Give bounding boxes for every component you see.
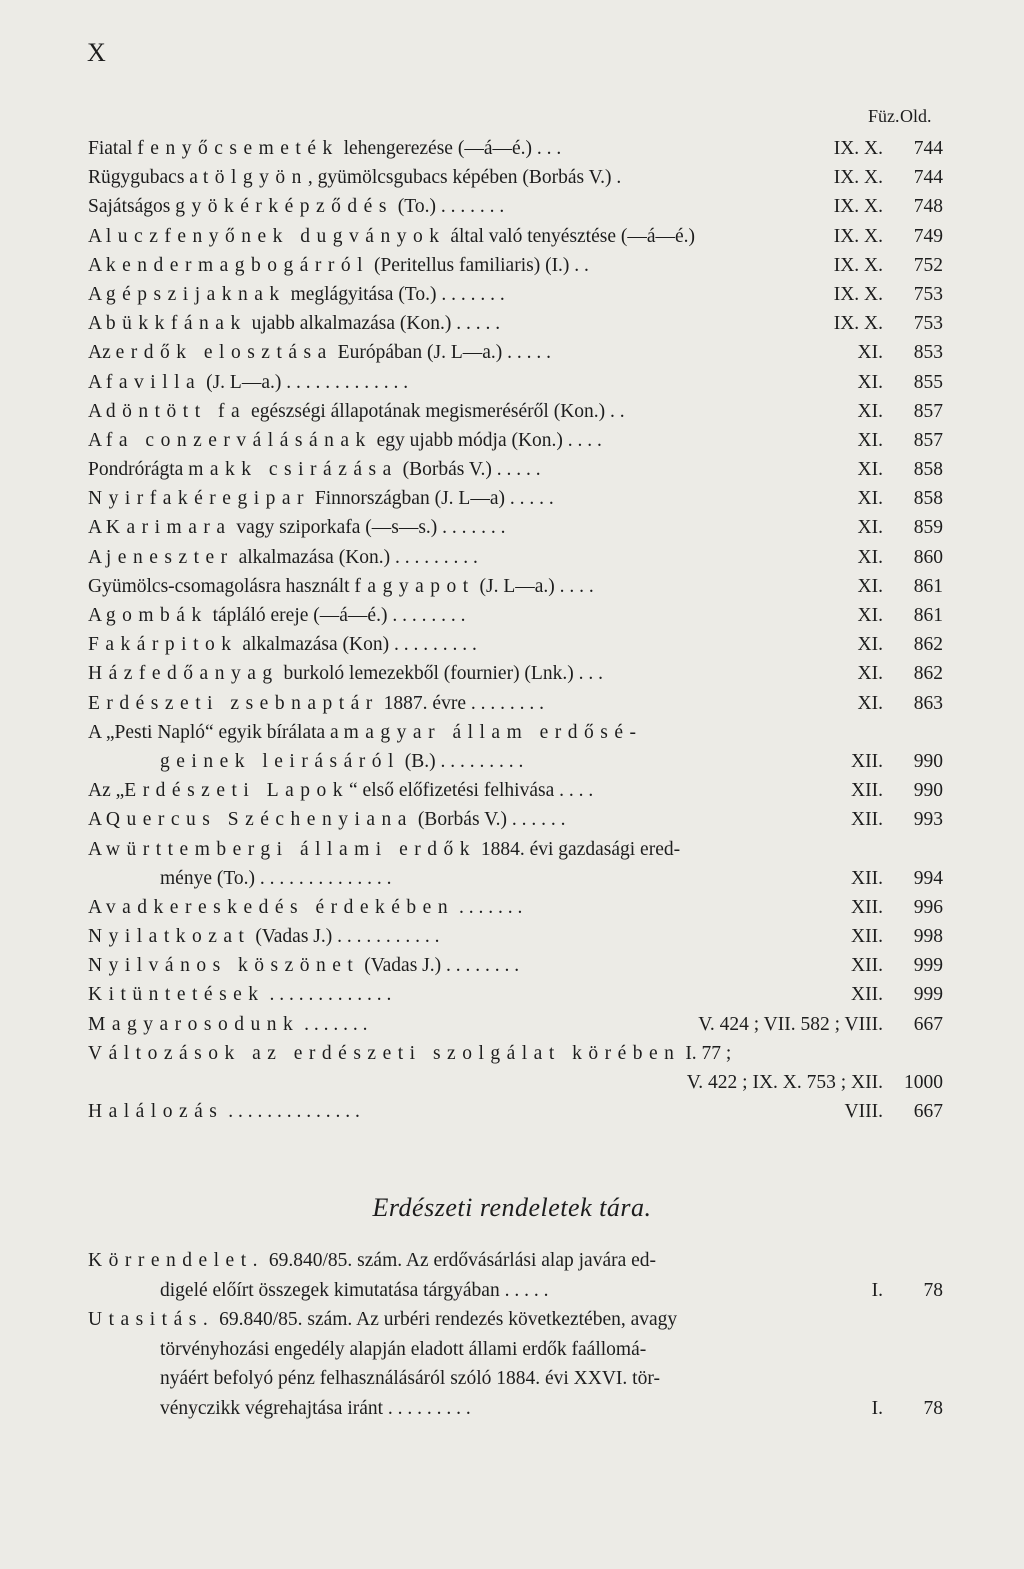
list-item — [88, 659, 943, 688]
entry-title — [88, 864, 793, 893]
entry-title-text: digelé előírt összegek kimutatása tárgyában . . . . . — [160, 1279, 549, 1301]
entry-title — [88, 835, 793, 864]
list-item — [88, 1276, 943, 1306]
list-item — [88, 1068, 943, 1097]
entry-page — [895, 1305, 943, 1335]
entry-page: 990 — [913, 750, 943, 772]
entry-page: 744 — [913, 138, 943, 159]
entry-issue: VIII. — [844, 1101, 883, 1123]
entry-page: 753 — [913, 313, 943, 335]
entry-title — [88, 543, 793, 572]
entry-keyword: Körrendelet. — [88, 1250, 264, 1271]
list-item — [88, 1305, 943, 1335]
entry-title-text: A — [88, 809, 106, 831]
entry-issue: XII. — [851, 896, 883, 918]
entry-keyword: gombák — [105, 605, 208, 626]
list-item — [88, 805, 943, 834]
entry-issue: XII. — [851, 926, 883, 948]
entry-issue: XII. — [851, 809, 883, 831]
entry-title — [88, 689, 793, 718]
entry-title — [88, 1276, 793, 1306]
entry-title — [88, 1305, 793, 1335]
entry-title-rest: burkoló lemezekből (fournier) (Lnk.) . . . — [278, 663, 603, 685]
entry-title-text: Az „ — [88, 780, 125, 802]
entry-title — [88, 630, 793, 659]
entry-title — [88, 1246, 793, 1276]
entry-title-rest: 1887. évre . . . . . . . . — [378, 692, 544, 714]
entry-title — [88, 251, 793, 280]
entry-title — [88, 1335, 793, 1365]
entry-page: 998 — [913, 926, 943, 948]
entry-page: 78 — [923, 1397, 943, 1419]
entry-keyword: gyökérképződés — [175, 196, 393, 218]
entry-title — [88, 338, 793, 367]
entry-title-rest: lehengerezése (—á—é.) . . . — [338, 138, 562, 159]
entry-keyword: gépszijaknak — [105, 283, 286, 305]
page-number: X — [87, 38, 106, 67]
entry-issue: XI. — [857, 459, 883, 481]
entry-issue: XI. — [857, 605, 883, 626]
entry-page: 863 — [913, 692, 943, 714]
entry-title — [88, 484, 793, 513]
list-item — [88, 601, 943, 630]
entry-title-rest: (Borbás V.) . . . . . . — [412, 809, 566, 831]
entry-issue — [793, 718, 895, 747]
entry-issue: XI. — [857, 371, 883, 393]
entry-issue: XI. — [857, 429, 883, 451]
section-title: Erdészeti rendeletek tára. — [372, 1193, 652, 1222]
entry-issue — [793, 1039, 895, 1068]
entry-title — [88, 1394, 793, 1424]
list-item — [88, 980, 943, 1009]
entry-title — [88, 309, 793, 338]
list-item — [88, 630, 943, 659]
entry-keyword: favilla — [105, 371, 202, 393]
entry-issue: XI. — [857, 575, 883, 597]
entry-keyword: Kitüntetések — [88, 984, 265, 1006]
list-item — [88, 513, 943, 542]
entry-page: 862 — [913, 663, 943, 685]
entry-title — [88, 980, 793, 1009]
entry-title-text: A — [88, 838, 106, 860]
entry-title-text: Az — [88, 342, 116, 364]
list-item — [88, 222, 943, 251]
entry-title-text: A — [88, 313, 106, 335]
entry-issue — [793, 1305, 895, 1335]
entry-title — [88, 922, 793, 951]
entry-page: 857 — [913, 400, 943, 422]
entry-title-rest: (Vadas J.) . . . . . . . . — [359, 955, 520, 977]
entry-title-rest: alkalmazása (Kon) . . . . . . . . . — [237, 634, 477, 656]
entry-keyword: vadkereskedés érdekében — [105, 896, 455, 918]
entry-title — [88, 280, 793, 309]
entry-title-text: A — [88, 429, 106, 451]
entry-title-rest: , gyümölcsgubacs képében (Borbás V.) . — [307, 167, 622, 189]
entry-keyword: Házfedőanyag — [88, 663, 279, 685]
entry-title-text: ménye (To.) . . . . . . . . . . . . . . — [160, 867, 392, 889]
entry-page: 861 — [913, 575, 943, 597]
entry-keyword: Erdészeti Lapok — [124, 780, 350, 802]
entry-title — [88, 718, 793, 747]
entry-issue: XII. — [851, 750, 883, 772]
entry-issue: IX. X. — [833, 254, 883, 276]
list-item — [88, 397, 943, 426]
list-item — [88, 280, 943, 309]
entry-title-text: Gyümölcs-csomagolásra használt — [88, 575, 355, 597]
list-item — [88, 689, 943, 718]
entry-page: 858 — [913, 488, 943, 510]
entry-page: 749 — [913, 225, 943, 247]
entry-issue — [793, 1364, 895, 1394]
entry-keyword: fenyőcsemeték — [137, 138, 339, 159]
entry-page: 855 — [913, 371, 943, 393]
entry-issue: I. — [871, 1279, 883, 1301]
entry-title — [88, 1010, 663, 1039]
entry-issue: XI. — [857, 692, 883, 714]
list-item — [88, 572, 943, 601]
entry-title — [88, 455, 793, 484]
list-item — [88, 1364, 943, 1394]
entry-page: 853 — [913, 342, 943, 364]
entry-keyword: Karimara — [105, 517, 232, 539]
entry-keyword: Nyilvános köszönet — [88, 955, 360, 977]
entry-title-rest: . . . . . . . . . . . . . — [264, 984, 392, 1006]
list-item — [88, 1246, 943, 1276]
entry-title-text: A „Pesti Napló“ egyik bírálata a — [88, 721, 344, 743]
entry-title-rest: által való tenyésztése (—á—é.) — [445, 225, 696, 247]
entry-title — [88, 513, 793, 542]
entry-issue — [793, 1246, 895, 1276]
list-item — [88, 951, 943, 980]
entry-keyword: geinek leirásáról — [160, 750, 400, 772]
entry-title-text: nyáért befolyó pénz felhasználásáról szóló 1884. évi XXVI. tör- — [160, 1368, 660, 1389]
list-item — [88, 1039, 943, 1068]
entry-title-rest: Finnországban (J. L—a) . . . . . — [310, 488, 554, 510]
entry-keyword: erdők elosztása — [115, 342, 333, 364]
entry-page — [895, 835, 943, 864]
entry-page: 996 — [913, 896, 943, 918]
entry-title-text: Pondrórágta — [88, 459, 189, 481]
entry-issue: XI. — [857, 546, 883, 568]
entry-keyword: fa conzerválásának — [105, 429, 372, 451]
entry-title-text: A — [88, 546, 106, 568]
entry-title — [88, 805, 793, 834]
entry-keyword: Erdészeti zsebnaptár — [88, 692, 379, 714]
entry-issue: XI. — [857, 342, 883, 364]
entry-title — [88, 368, 793, 397]
entry-title-rest: vagy sziporkafa (—s—s.) . . . . . . . — [231, 517, 506, 539]
entry-issue: XI. — [857, 517, 883, 539]
column-header-issue: Füz. — [868, 106, 900, 126]
list-item — [88, 455, 943, 484]
entry-title — [88, 397, 793, 426]
entry-title-rest: (J. L—a.) . . . . — [474, 575, 594, 597]
entry-page: 999 — [913, 955, 943, 977]
column-header-page: Old. — [900, 106, 932, 126]
entry-keyword: Magyarosodunk — [88, 1013, 300, 1035]
entry-title-text: A — [88, 517, 106, 539]
entry-page — [895, 1246, 943, 1276]
entry-title — [88, 893, 793, 922]
list-item — [88, 1394, 943, 1424]
list-item — [88, 368, 943, 397]
entry-title-text: törvényhozási engedély alapján eladott állami erdők faállomá- — [160, 1338, 647, 1360]
entry-title-rest: (To.) . . . . . . . — [392, 196, 505, 218]
entry-keyword: fagyapot — [354, 575, 475, 597]
list-item — [88, 864, 943, 893]
entry-page: 667 — [913, 1013, 943, 1035]
entry-title-rest: 1884. évi gazdasági ered- — [475, 838, 681, 860]
entry-title-rest: (Vadas J.) . . . . . . . . . . . — [250, 926, 440, 948]
entry-keyword: makk csirázása — [188, 459, 398, 481]
entry-keyword: kendermagbogárról — [105, 254, 370, 276]
entry-title — [88, 1097, 793, 1126]
entry-keyword: bükkfának — [105, 313, 247, 335]
entry-title — [88, 192, 793, 221]
entry-title-rest: I. 77 ; — [680, 1042, 732, 1064]
entry-issue: XI. — [857, 634, 883, 656]
list-item — [88, 922, 943, 951]
entry-title-rest: 69.840/85. szám. Az erdővásárlási alap javára ed- — [264, 1250, 657, 1271]
entry-page: 861 — [913, 605, 943, 626]
entry-page: 994 — [913, 867, 943, 889]
entry-title-rest: (J. L—a.) . . . . . . . . . . . . . — [201, 371, 409, 393]
entry-title — [88, 951, 793, 980]
entry-issue: IX. X. — [833, 167, 883, 189]
entry-issue: XII. — [851, 955, 883, 977]
list-item — [88, 163, 943, 192]
entry-title — [88, 222, 793, 251]
list-item — [88, 1010, 943, 1039]
list-item — [88, 543, 943, 572]
entry-page: 860 — [913, 546, 943, 568]
list-item — [88, 338, 943, 367]
entry-title-text: vényczikk végrehajtása iránt . . . . . . . . . — [160, 1397, 471, 1419]
entry-title-rest: . . . . . . . — [299, 1013, 368, 1035]
list-item — [88, 747, 943, 776]
entry-keyword: Utasitás. — [88, 1309, 215, 1330]
entry-title-rest: (B.) . . . . . . . . . — [399, 750, 524, 772]
entry-keyword: Nyilatkozat — [88, 926, 251, 948]
entry-title — [88, 659, 793, 688]
entry-page — [895, 1364, 943, 1394]
entry-title — [88, 1068, 663, 1097]
entry-keyword: Fakárpitok — [88, 634, 238, 656]
entry-keyword: württembergi állami erdők — [105, 838, 476, 860]
entry-title-rest: egészségi állapotának megismeréséről (Kon.) . . — [246, 400, 625, 422]
entry-keyword: Változások az erdészeti szolgálat körében — [88, 1042, 681, 1064]
entry-keyword: Halálozás — [88, 1101, 224, 1123]
entry-title-text: A — [88, 371, 106, 393]
list-item — [88, 1335, 943, 1365]
entry-keyword: jeneszter — [105, 546, 234, 568]
entry-keyword: luczfenyőnek dugványok — [105, 225, 446, 247]
entry-title — [88, 572, 793, 601]
entry-page: 990 — [913, 780, 943, 802]
list-item — [88, 835, 943, 864]
entry-issue: IX. X. — [833, 283, 883, 305]
entry-issue: XII. — [851, 867, 883, 889]
entry-page: 858 — [913, 459, 943, 481]
entry-title-rest: meglágyitása (To.) . . . . . . . — [285, 283, 505, 305]
entry-issue — [793, 1335, 895, 1365]
entry-title — [88, 134, 793, 163]
entry-title-text: A — [88, 225, 106, 247]
entry-page: 748 — [913, 196, 943, 218]
entry-title-rest: Európában (J. L—a.) . . . . . — [332, 342, 552, 364]
entry-title — [88, 601, 793, 630]
entry-title-text: Rügygubacs a — [88, 167, 203, 189]
decrees-list — [88, 1246, 943, 1423]
entry-title — [88, 1364, 793, 1394]
entry-page — [895, 1335, 943, 1365]
entry-title-text: A — [88, 283, 106, 305]
entry-title-rest: “ első előfizetési felhivása . . . . — [349, 780, 594, 802]
entry-issue: IX. X. — [833, 225, 883, 247]
entry-title-text: A — [88, 896, 106, 918]
entry-title-text: Sajátságos — [88, 196, 176, 218]
entry-issue: IX. X. — [833, 138, 883, 159]
entry-keyword: Nyirfakéregipar — [88, 488, 311, 510]
list-item — [88, 192, 943, 221]
entry-issue: V. 422 ; IX. X. 753 ; XII. — [686, 1072, 883, 1093]
entry-keyword: Quercus Széchenyiana — [105, 809, 413, 831]
entry-issue: IX. X. — [833, 196, 883, 218]
entry-page: 857 — [913, 429, 943, 451]
entry-page: 993 — [913, 809, 943, 831]
entry-issue: XI. — [857, 663, 883, 685]
entry-page: 78 — [923, 1279, 943, 1301]
entry-keyword: döntött fa — [105, 400, 247, 422]
list-item — [88, 893, 943, 922]
entry-page: 859 — [913, 517, 943, 539]
entry-issue: XI. — [857, 488, 883, 510]
entry-title — [88, 776, 793, 805]
list-item — [88, 776, 943, 805]
entry-title — [88, 426, 793, 455]
entry-issue: IX. X. — [833, 313, 883, 335]
entry-issue: I. — [871, 1397, 883, 1419]
entry-keyword: magyar állam erdősé- — [343, 721, 643, 743]
entry-title-text: Fiatal — [88, 138, 138, 159]
list-item — [88, 426, 943, 455]
entry-title-rest: alkalmazása (Kon.) . . . . . . . . . — [233, 546, 478, 568]
entry-issue: XII. — [851, 780, 883, 802]
entry-issue: V. 424 ; VII. 582 ; VIII. — [698, 1013, 883, 1035]
entry-title — [88, 163, 793, 192]
list-item — [88, 718, 943, 747]
entry-page: 667 — [913, 1101, 943, 1123]
list-item — [88, 309, 943, 338]
list-item — [88, 251, 943, 280]
entry-title-rest: ujabb alkalmazása (Kon.) . . . . . — [246, 313, 501, 335]
list-item — [88, 134, 943, 163]
entry-title-rest: 69.840/85. szám. Az urbéri rendezés következtében, avagy — [214, 1309, 678, 1330]
entry-title-text: A — [88, 605, 106, 626]
entry-title-rest: egy ujabb módja (Kon.) . . . . — [371, 429, 602, 451]
entry-title-text: A — [88, 254, 106, 276]
entry-title — [88, 747, 793, 776]
list-item — [88, 1097, 943, 1126]
table-of-contents — [88, 134, 943, 1126]
entry-title-text: A — [88, 400, 106, 422]
entry-page — [895, 718, 943, 747]
entry-title-rest: tápláló ereje (—á—é.) . . . . . . . . — [207, 605, 466, 626]
entry-page: 753 — [913, 283, 943, 305]
entry-title-rest: (Peritellus familiaris) (I.) . . — [369, 254, 589, 276]
entry-title — [88, 1039, 793, 1068]
entry-title-rest: . . . . . . . — [454, 896, 523, 918]
entry-title-rest: (Borbás V.) . . . . . — [397, 459, 541, 481]
list-item — [88, 484, 943, 513]
entry-page: 999 — [913, 984, 943, 1006]
entry-keyword: tölgyön — [202, 167, 308, 189]
entry-issue: XI. — [857, 400, 883, 422]
entry-issue: XII. — [851, 984, 883, 1006]
entry-page: 1000 — [904, 1072, 943, 1093]
entry-page: 862 — [913, 634, 943, 656]
entry-title-rest: . . . . . . . . . . . . . . — [223, 1101, 360, 1123]
entry-page — [895, 1039, 943, 1068]
entry-page: 744 — [913, 167, 943, 189]
entry-page: 752 — [913, 254, 943, 276]
entry-issue — [793, 835, 895, 864]
